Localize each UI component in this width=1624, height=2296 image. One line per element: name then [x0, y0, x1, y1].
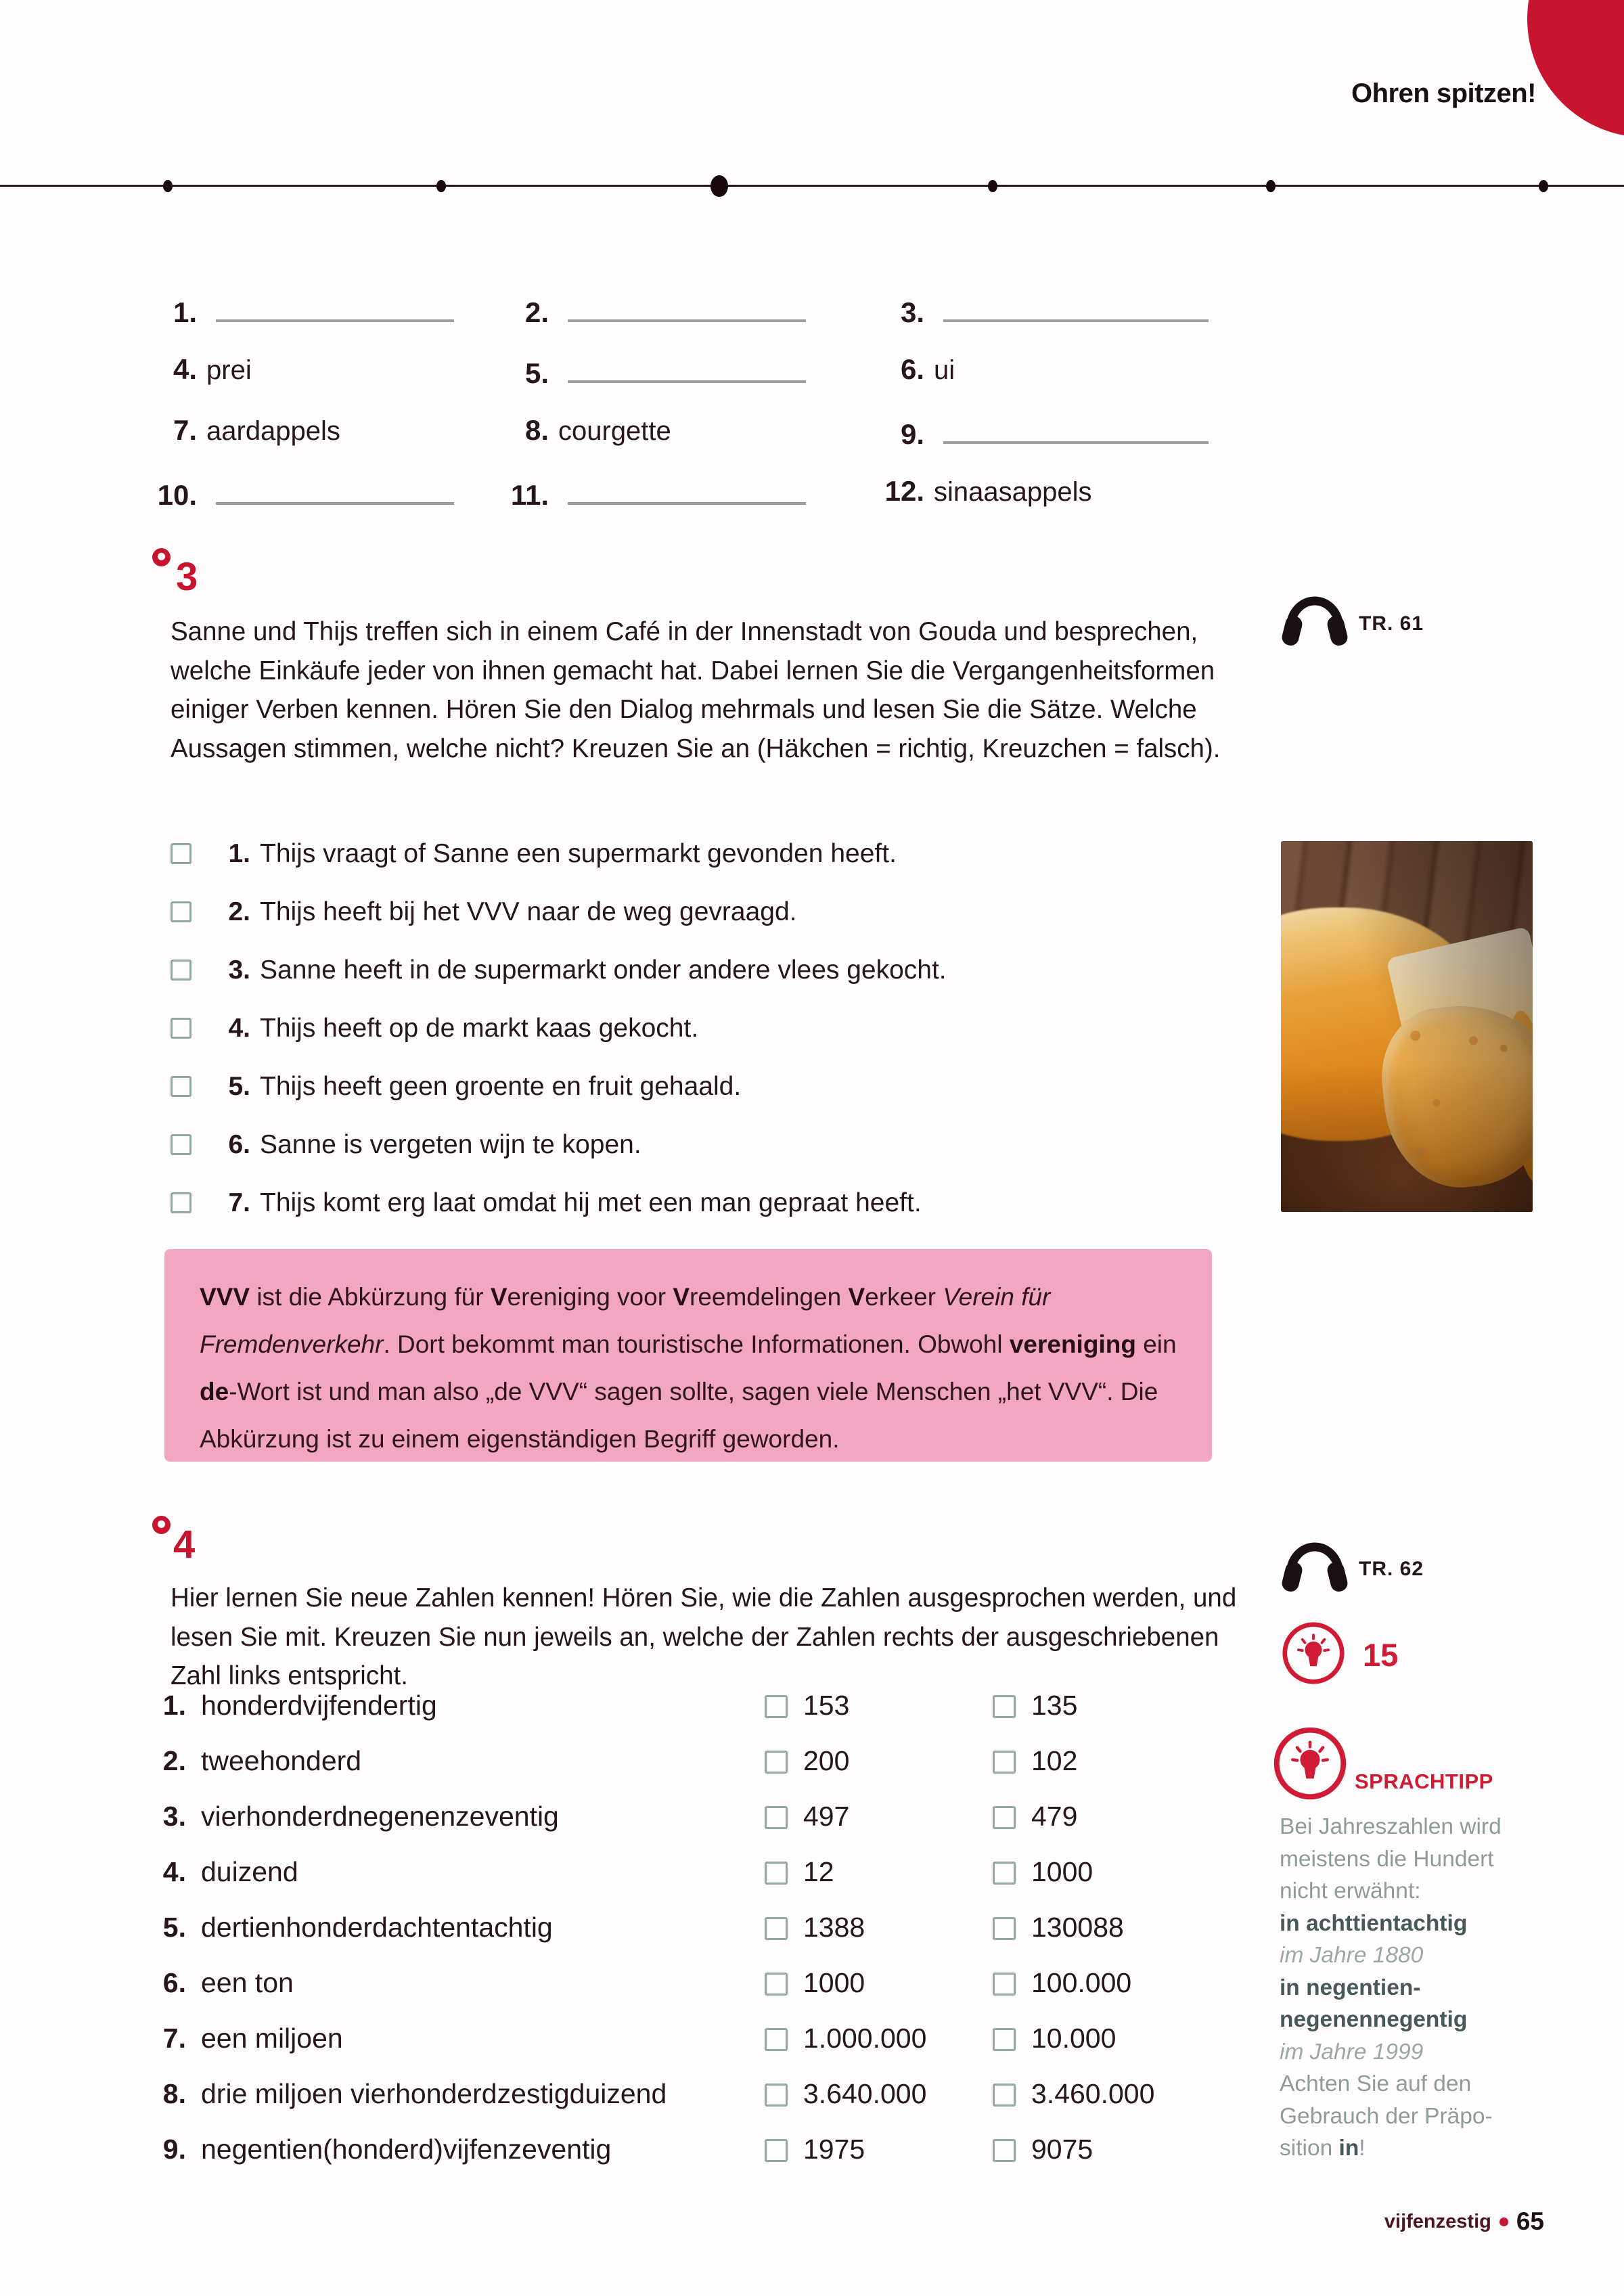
item-number: 8.: [524, 414, 549, 446]
number-word: duizend: [201, 1856, 298, 1887]
footer-word: vijfenzestig: [1384, 2210, 1491, 2232]
checkbox[interactable]: [993, 1973, 1016, 1996]
tip-run: sition: [1280, 2136, 1339, 2161]
number-word: een miljoen: [201, 2023, 343, 2054]
infobox-run: V: [490, 1283, 508, 1311]
checkbox[interactable]: [171, 1192, 191, 1213]
row-number: 3.: [162, 1801, 186, 1832]
option-value: 100.000: [1031, 1967, 1132, 1998]
checkbox[interactable]: [765, 1751, 788, 1774]
row-number: 8.: [162, 2078, 186, 2109]
checkbox[interactable]: [993, 2084, 1016, 2107]
option-value: 3.460.000: [1031, 2078, 1155, 2109]
headphones-icon: [1281, 1521, 1349, 1599]
statement-number: 6.: [228, 1130, 250, 1159]
item-number: 2.: [524, 296, 549, 328]
number-word: honderdvijfendertig: [201, 1690, 437, 1721]
option-value: 1000: [1031, 1856, 1093, 1887]
tip-line: [1280, 2132, 1618, 2165]
tip-reference-number: 15: [1363, 1637, 1399, 1673]
item-number: 4.: [173, 353, 197, 385]
checkbox[interactable]: [993, 1806, 1016, 1829]
page-footer: [1384, 2207, 1544, 2236]
checkbox[interactable]: [765, 2139, 788, 2162]
statement-number: 3.: [228, 955, 250, 985]
section-bullet-icon: [152, 548, 171, 566]
divider-dot: [988, 180, 997, 192]
checkbox[interactable]: [993, 1917, 1016, 1940]
task4-number: 4: [173, 1523, 196, 1567]
statement-text: Thijs komt erg laat omdat hij met een man gepraat heeft.: [260, 1188, 922, 1217]
track-label: TR. 61: [1359, 612, 1424, 635]
infobox-run: vereniging: [1009, 1330, 1136, 1358]
item-number: 9.: [900, 418, 924, 450]
item-value: ui: [934, 355, 955, 385]
option-value: 479: [1031, 1801, 1078, 1832]
infobox-run: V: [673, 1283, 690, 1311]
option-value: 12: [803, 1856, 834, 1887]
item-value: courgette: [558, 416, 671, 446]
checkbox[interactable]: [765, 1806, 788, 1829]
item-number: 10.: [157, 479, 197, 511]
option-value: 102: [1031, 1745, 1078, 1776]
infobox-run: ist die Abkürzung für: [250, 1283, 491, 1311]
option-value: 200: [803, 1745, 850, 1776]
checkbox[interactable]: [993, 2028, 1016, 2051]
fill-item-5: [504, 353, 806, 397]
lightbulb-icon: [1272, 1726, 1348, 1805]
fill-item-11: [504, 475, 806, 518]
row-number: 7.: [162, 2023, 186, 2054]
fill-item-6: [880, 353, 955, 397]
checkbox[interactable]: [171, 843, 191, 864]
fill-item-8: [504, 414, 671, 457]
task3-number: 3: [176, 555, 198, 599]
answer-blank[interactable]: [568, 475, 806, 505]
infobox-run: ein: [1135, 1330, 1177, 1358]
task4-intro: Hier lernen Sie neue Zahlen kennen! Hören Sie, wie die Zahlen ausgesprochen werden, und lesen Sie mit. Kreuzen Sie nun jeweils an, welche der Zahlen rechts der ausgeschriebenen Zahl links entspricht.: [171, 1583, 1237, 1690]
tip-line: negenennegentig: [1280, 2007, 1468, 2032]
number-word: een ton: [201, 1967, 294, 1998]
option-value: 10.000: [1031, 2023, 1116, 2054]
option-value: 9075: [1031, 2134, 1093, 2165]
tip-line: meistens die Hundert: [1280, 1846, 1494, 1872]
statement-number: 4.: [228, 1014, 250, 1043]
corner-accent-circle: [1527, 0, 1624, 137]
answer-blank[interactable]: [943, 292, 1209, 322]
fill-item-10: [152, 475, 454, 518]
infobox-run: V: [848, 1283, 865, 1311]
tip-line: im Jahre 1880: [1280, 1943, 1424, 1968]
checkbox[interactable]: [993, 1751, 1016, 1774]
number-word: tweehonderd: [201, 1745, 362, 1776]
option-value: 497: [803, 1801, 850, 1832]
infobox-run: ereniging voor: [507, 1283, 673, 1311]
infobox-text: [200, 1274, 1181, 1463]
statement-text: Thijs heeft bij het VVV naar de weg gevraagd.: [260, 897, 797, 926]
statement-number: 5.: [228, 1072, 250, 1101]
tip-line: Gebrauch der Präpo-: [1280, 2103, 1493, 2129]
fill-item-4: [152, 353, 252, 397]
page-number: 65: [1516, 2207, 1544, 2235]
checkbox[interactable]: [993, 2139, 1016, 2162]
sprachtipp-text: [1280, 1811, 1618, 2165]
statement-text: Thijs vraagt of Sanne een supermarkt gevonden heeft.: [260, 839, 897, 868]
infobox-run: reemdelingen: [690, 1283, 849, 1311]
item-number: 12.: [884, 475, 924, 507]
divider-line: [0, 185, 1624, 187]
checkbox[interactable]: [171, 960, 191, 981]
tip-run: in: [1338, 2136, 1359, 2161]
tip-line: in achttientachtig: [1280, 1910, 1468, 1936]
row-number: 2.: [162, 1745, 186, 1776]
tip-line: Bei Jahreszahlen wird: [1280, 1814, 1502, 1839]
option-value: 3.640.000: [803, 2078, 927, 2109]
page-title: Ohren spitzen!: [1351, 78, 1536, 108]
statement-number: 1.: [228, 839, 250, 868]
fill-item-7: [152, 414, 340, 457]
tip-run: !: [1359, 2136, 1366, 2161]
fill-item-1: [152, 292, 454, 336]
infobox-run: de: [200, 1378, 229, 1405]
headphones-icon: [1281, 575, 1349, 653]
item-number: 7.: [173, 414, 197, 446]
gouda-cheese-photo: [1281, 841, 1533, 1212]
row-number: 9.: [162, 2134, 186, 2165]
item-number: 1.: [173, 296, 197, 328]
option-value: 1000: [803, 1967, 865, 1998]
statement-text: Thijs heeft op de markt kaas gekocht.: [260, 1014, 699, 1043]
checkbox[interactable]: [171, 1134, 191, 1155]
item-number: 6.: [900, 353, 924, 385]
item-value: aardappels: [206, 416, 340, 446]
vvv-infobox: [164, 1249, 1212, 1462]
answer-blank[interactable]: [216, 292, 454, 322]
sprachtipp-title: SPRACHTIPP: [1355, 1770, 1493, 1793]
divider-dot: [163, 180, 173, 192]
number-word: drie miljoen vierhonderdzestigduizend: [201, 2078, 667, 2109]
divider-dot: [1539, 180, 1548, 192]
statement-number: 7.: [228, 1188, 250, 1217]
infobox-run: -Wort ist und man also „de VVV“ sagen sollte, sagen viele Menschen „het VVV“. Die Abkürzung ist zu einem eigenständigen Begriff geworden.: [200, 1378, 1158, 1453]
option-value: 130088: [1031, 1912, 1124, 1943]
tip-line: Achten Sie auf den: [1280, 2071, 1472, 2096]
item-value: prei: [206, 355, 252, 385]
option-value: 135: [1031, 1690, 1078, 1721]
divider-dot: [436, 180, 446, 192]
checkbox[interactable]: [765, 1917, 788, 1940]
track-label: TR. 62: [1359, 1558, 1424, 1580]
divider-dot: [1266, 180, 1276, 192]
option-value: 1.000.000: [803, 2023, 927, 2054]
number-word: negentien(honderd)vijfenzeventig: [201, 2134, 612, 2165]
checkbox[interactable]: [765, 1973, 788, 1996]
answer-blank[interactable]: [216, 475, 454, 505]
fill-item-2: [504, 292, 806, 336]
fill-item-9: [880, 414, 1209, 457]
tip-line: nicht erwähnt:: [1280, 1878, 1421, 1904]
statement-number: 2.: [228, 897, 250, 926]
checkbox[interactable]: [993, 1862, 1016, 1885]
row-number: 4.: [162, 1856, 186, 1887]
section-bullet-icon: [152, 1516, 171, 1534]
checkbox[interactable]: [765, 1862, 788, 1885]
item-number: 11.: [510, 479, 549, 511]
item-number: 5.: [524, 357, 549, 389]
checkbox[interactable]: [171, 901, 191, 922]
fill-item-3: [880, 292, 1209, 336]
checkbox[interactable]: [765, 2028, 788, 2051]
option-value: 1388: [803, 1912, 865, 1943]
tip-line: im Jahre 1999: [1280, 2039, 1424, 2065]
row-number: 5.: [162, 1912, 186, 1943]
item-value: sinaasappels: [934, 477, 1092, 507]
tip-line: in negentien-: [1280, 1975, 1421, 2000]
option-value: 1975: [803, 2134, 865, 2165]
answer-blank[interactable]: [943, 414, 1209, 444]
infobox-run: erkeer: [865, 1283, 943, 1311]
row-number: 6.: [162, 1967, 186, 1998]
task3-intro: Sanne und Thijs treffen sich in einem Café in der Innenstadt von Gouda und besprechen, welche Einkäufe jeder von ihnen gemacht hat. Dabei lernen Sie die Vergangenheitsformen einiger Verben kennen. Hören Sie den Dialog mehrmals und lesen Sie die Sätze. Welche Aussagen stimmen, welche nicht? Kreuzen Sie an (Häkchen = richtig, Kreuzchen = falsch).: [171, 617, 1221, 763]
checkbox[interactable]: [765, 2084, 788, 2107]
infobox-run: Verein für Fremdenverkehr: [200, 1283, 1051, 1358]
fill-item-12: [880, 475, 1092, 518]
checkbox[interactable]: [171, 1076, 191, 1097]
infobox-run: VVV: [200, 1283, 250, 1311]
row-number: 1.: [162, 1690, 186, 1721]
checkbox[interactable]: [993, 1695, 1016, 1718]
item-number: 3.: [900, 296, 924, 328]
option-value: 153: [803, 1690, 850, 1721]
divider-dot: [710, 175, 728, 197]
answer-blank[interactable]: [568, 353, 806, 383]
checkbox[interactable]: [171, 1018, 191, 1039]
infobox-run: . Dort bekommt man touristische Informationen. Obwohl: [383, 1330, 1010, 1358]
statement-text: Sanne is vergeten wijn te kopen.: [260, 1130, 641, 1159]
photo-shading: [1281, 841, 1533, 1212]
statement-text: Thijs heeft geen groente en fruit gehaald.: [260, 1072, 742, 1101]
footer-dot-icon: [1499, 2218, 1508, 2226]
statement-text: Sanne heeft in de supermarkt onder andere vlees gekocht.: [260, 955, 947, 985]
number-word: vierhonderdnegenenzeventig: [201, 1801, 559, 1832]
number-word: dertienhonderdachtentachtig: [201, 1912, 553, 1943]
answer-blank[interactable]: [568, 292, 806, 322]
checkbox[interactable]: [765, 1695, 788, 1718]
lightbulb-icon: [1281, 1621, 1346, 1689]
